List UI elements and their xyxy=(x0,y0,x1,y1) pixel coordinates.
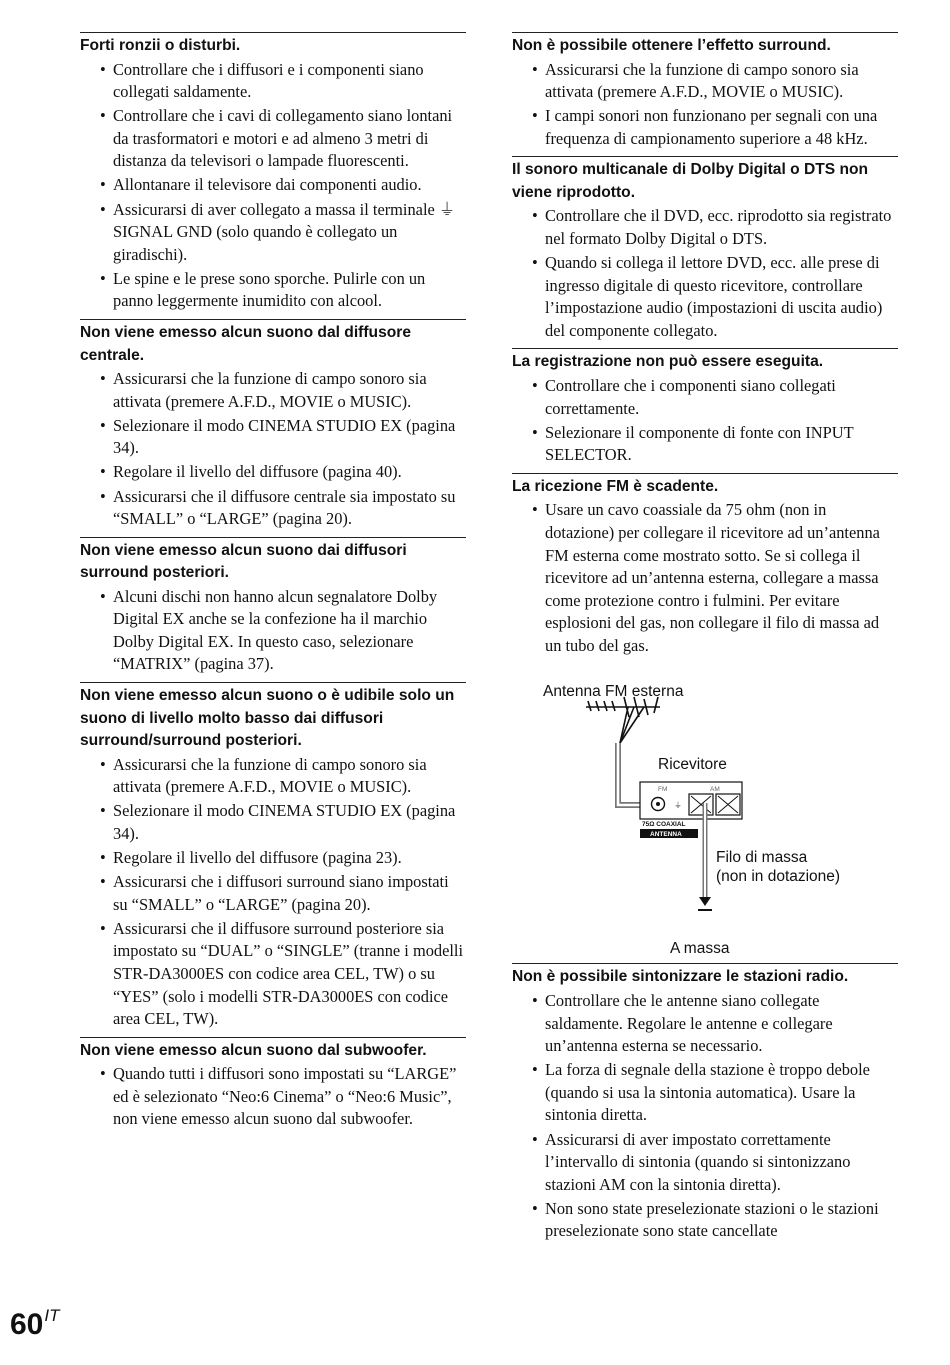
bullet-list xyxy=(80,586,466,676)
list-item: • Controllare che i componenti siano collegati correttamente. xyxy=(512,375,898,420)
section-subwoofer xyxy=(80,1037,466,1131)
list-item: • Selezionare il modo CINEMA STUDIO EX (pagina 34). xyxy=(80,415,466,460)
receiver-label: Ricevitore xyxy=(658,756,727,774)
list-item: • Regolare il livello del diffusore (pagina 23). xyxy=(80,847,466,870)
list-item: • Le spine e le prese sono sporche. Pulirle con un panno leggermente inumidito con alcool. xyxy=(80,268,466,313)
section-center-speaker xyxy=(80,319,466,531)
list-item: • Assicurarsi che la funzione di campo sonoro sia attivata (premere A.F.D., MOVIE o MUSIC). xyxy=(512,59,898,104)
section-ronzii xyxy=(80,32,466,313)
list-item: • Regolare il livello del diffusore (pagina 40). xyxy=(80,461,466,484)
panel-fm-label: FM xyxy=(658,786,668,794)
section-heading: Forti ronzii o disturbi. xyxy=(80,37,241,54)
list-item: • Assicurarsi che il diffusore surround posteriore sia impostato su “DUAL” o “SINGLE” (tranne i modelli STR-DA3000ES con codice area CEL, TW) o su “YES” (solo i modelli STR-DA3000ES con codice area CEL, TW). xyxy=(80,918,466,1031)
list-item: • Assicurarsi che i diffusori surround siano impostati su “SMALL” o “LARGE” (pagina 20). xyxy=(80,871,466,916)
list-item: • I campi sonori non funzionano per segnali con una frequenza di campionamento superiore a 48 kHz. xyxy=(512,105,898,150)
bullet-list xyxy=(512,499,898,657)
antenna-icon xyxy=(586,697,660,743)
bullet-list xyxy=(512,205,898,342)
page-number-value: 60 xyxy=(10,1308,44,1341)
section-tuning xyxy=(512,963,898,1243)
section-heading: Non viene emesso alcun suono dal diffusore centrale. xyxy=(80,324,412,364)
list-item: • Quando tutti i diffusori sono impostati su “LARGE” ed è selezionato “Neo:6 Cinema” o “Neo:6 Music”, non viene emesso alcun suono dal subwoofer. xyxy=(80,1063,466,1131)
section-multichannel xyxy=(512,156,898,342)
section-heading: La registrazione non può essere eseguita. xyxy=(512,353,824,371)
bullet-list xyxy=(512,375,898,467)
section-surround-back xyxy=(80,537,466,676)
list-item: • Assicurarsi che il diffusore centrale sia impostato su “SMALL” o “LARGE” (pagina 20). xyxy=(80,486,466,531)
section-heading: Non viene emesso alcun suono dal subwoofer. xyxy=(80,1041,427,1059)
panel-antenna-label: ANTENNA xyxy=(650,831,682,839)
list-item: • Controllare che i cavi di collegamento siano lontani da trasformatori e motori e ad almeno 3 metri di distanza da televisori o lampade fluorescenti. xyxy=(80,105,466,173)
ground-symbol-icon: ⏚ xyxy=(674,801,682,811)
list-item: • Controllare che i diffusori e i componenti siano collegati saldamente. xyxy=(80,59,466,104)
bullet-list xyxy=(512,59,898,151)
list-item: • Quando si collega il lettore DVD, ecc. alle prese di ingresso digitale di questo ricevitore, controllare l’impostazione audio (impostazioni di uscita audio) del componente collegato. xyxy=(512,252,898,342)
panel-coaxial-label: 75Ω COAXIAL xyxy=(642,821,686,829)
right-column xyxy=(512,32,898,1249)
list-item: • Assicurarsi di aver collegato a massa il terminale ⏚ SIGNAL GND (solo quando è collegato un giradischi). xyxy=(80,199,466,267)
bullet-list xyxy=(80,754,466,1031)
ground-wire-note: (non in dotazione) xyxy=(716,868,841,886)
section-heading: Non viene emesso alcun suono o è udibile solo un suono di livello molto basso dai diffusori surround/surround posteriori. xyxy=(80,687,455,750)
section-heading: Il sonoro multicanale di Dolby Digital o DTS non viene riprodotto. xyxy=(512,161,869,201)
fm-antenna-diagram xyxy=(512,663,898,963)
list-item: • Selezionare il componente di fonte con INPUT SELECTOR. xyxy=(512,422,898,467)
ground-arrow-icon xyxy=(699,897,711,906)
antenna-label: Antenna FM esterna xyxy=(543,683,684,701)
ground-label: A massa xyxy=(670,940,730,958)
list-item: • Non sono state preselezionate stazioni o le stazioni preselezionate sono state cancellate xyxy=(512,1198,898,1243)
receiver-panel xyxy=(640,782,742,838)
section-surround-effect xyxy=(512,32,898,150)
section-heading: La ricezione FM è scadente. xyxy=(512,477,719,495)
list-item: • Alcuni dischi non hanno alcun segnalatore Dolby Digital EX anche se la confezione ha il marchio Dolby Digital EX. In questo caso, selezionare “MATRIX” (pagina 37). xyxy=(80,586,466,676)
bullet-list xyxy=(512,990,898,1243)
list-item: • Allontanare il televisore dai componenti audio. xyxy=(80,174,466,197)
section-heading: Non è possibile ottenere l’effetto surround. xyxy=(512,37,831,54)
section-recording xyxy=(512,348,898,466)
list-item: • La forza di segnale della stazione è troppo debole (quando si usa la sintonia automatica). Usare la sintonia diretta. xyxy=(512,1059,898,1127)
left-column xyxy=(80,32,466,1137)
panel-am-label: AM xyxy=(710,786,720,794)
list-item: • Assicurarsi che la funzione di campo sonoro sia attivata (premere A.F.D., MOVIE o MUSIC). xyxy=(80,754,466,799)
list-item: • Usare un cavo coassiale da 75 ohm (non in dotazione) per collegare il ricevitore ad un’antenna FM esterna come mostrato sotto. Se si collega il ricevitore ad un’antenna esterna, collegare a massa come protezione contro i fulmini. Per evitare esplosioni del gas, non collegare il filo di massa ad un tubo del gas. xyxy=(512,499,898,657)
list-item: • Controllare che il DVD, ecc. riprodotto sia registrato nel formato Dolby Digital o DTS. xyxy=(512,205,898,250)
section-heading: Non è possibile sintonizzare le stazioni radio. xyxy=(512,968,849,986)
page-language-suffix: IT xyxy=(44,1306,60,1325)
section-heading: Non viene emesso alcun suono dai diffusori surround posteriori. xyxy=(80,541,407,582)
list-item: • Assicurarsi di aver impostato correttamente l’intervallo di sintonia (quando si sintonizzano stazioni AM con la sintonia diretta). xyxy=(512,1129,898,1197)
section-fm-reception xyxy=(512,473,898,658)
section-surround-low xyxy=(80,682,466,1031)
list-item: • Selezionare il modo CINEMA STUDIO EX (pagina 34). xyxy=(80,800,466,845)
page-number xyxy=(10,1306,59,1342)
list-item: • Assicurarsi che la funzione di campo sonoro sia attivata (premere A.F.D., MOVIE o MUSIC). xyxy=(80,368,466,413)
bullet-list xyxy=(80,59,466,314)
list-item: • Controllare che le antenne siano collegate saldamente. Regolare le antenne e collegare un’antenna esterna se necessario. xyxy=(512,990,898,1058)
ground-wire-label: Filo di massa xyxy=(716,849,808,867)
antenna-schematic xyxy=(512,663,898,963)
bullet-list xyxy=(80,1063,466,1131)
bullet-list xyxy=(80,368,466,531)
